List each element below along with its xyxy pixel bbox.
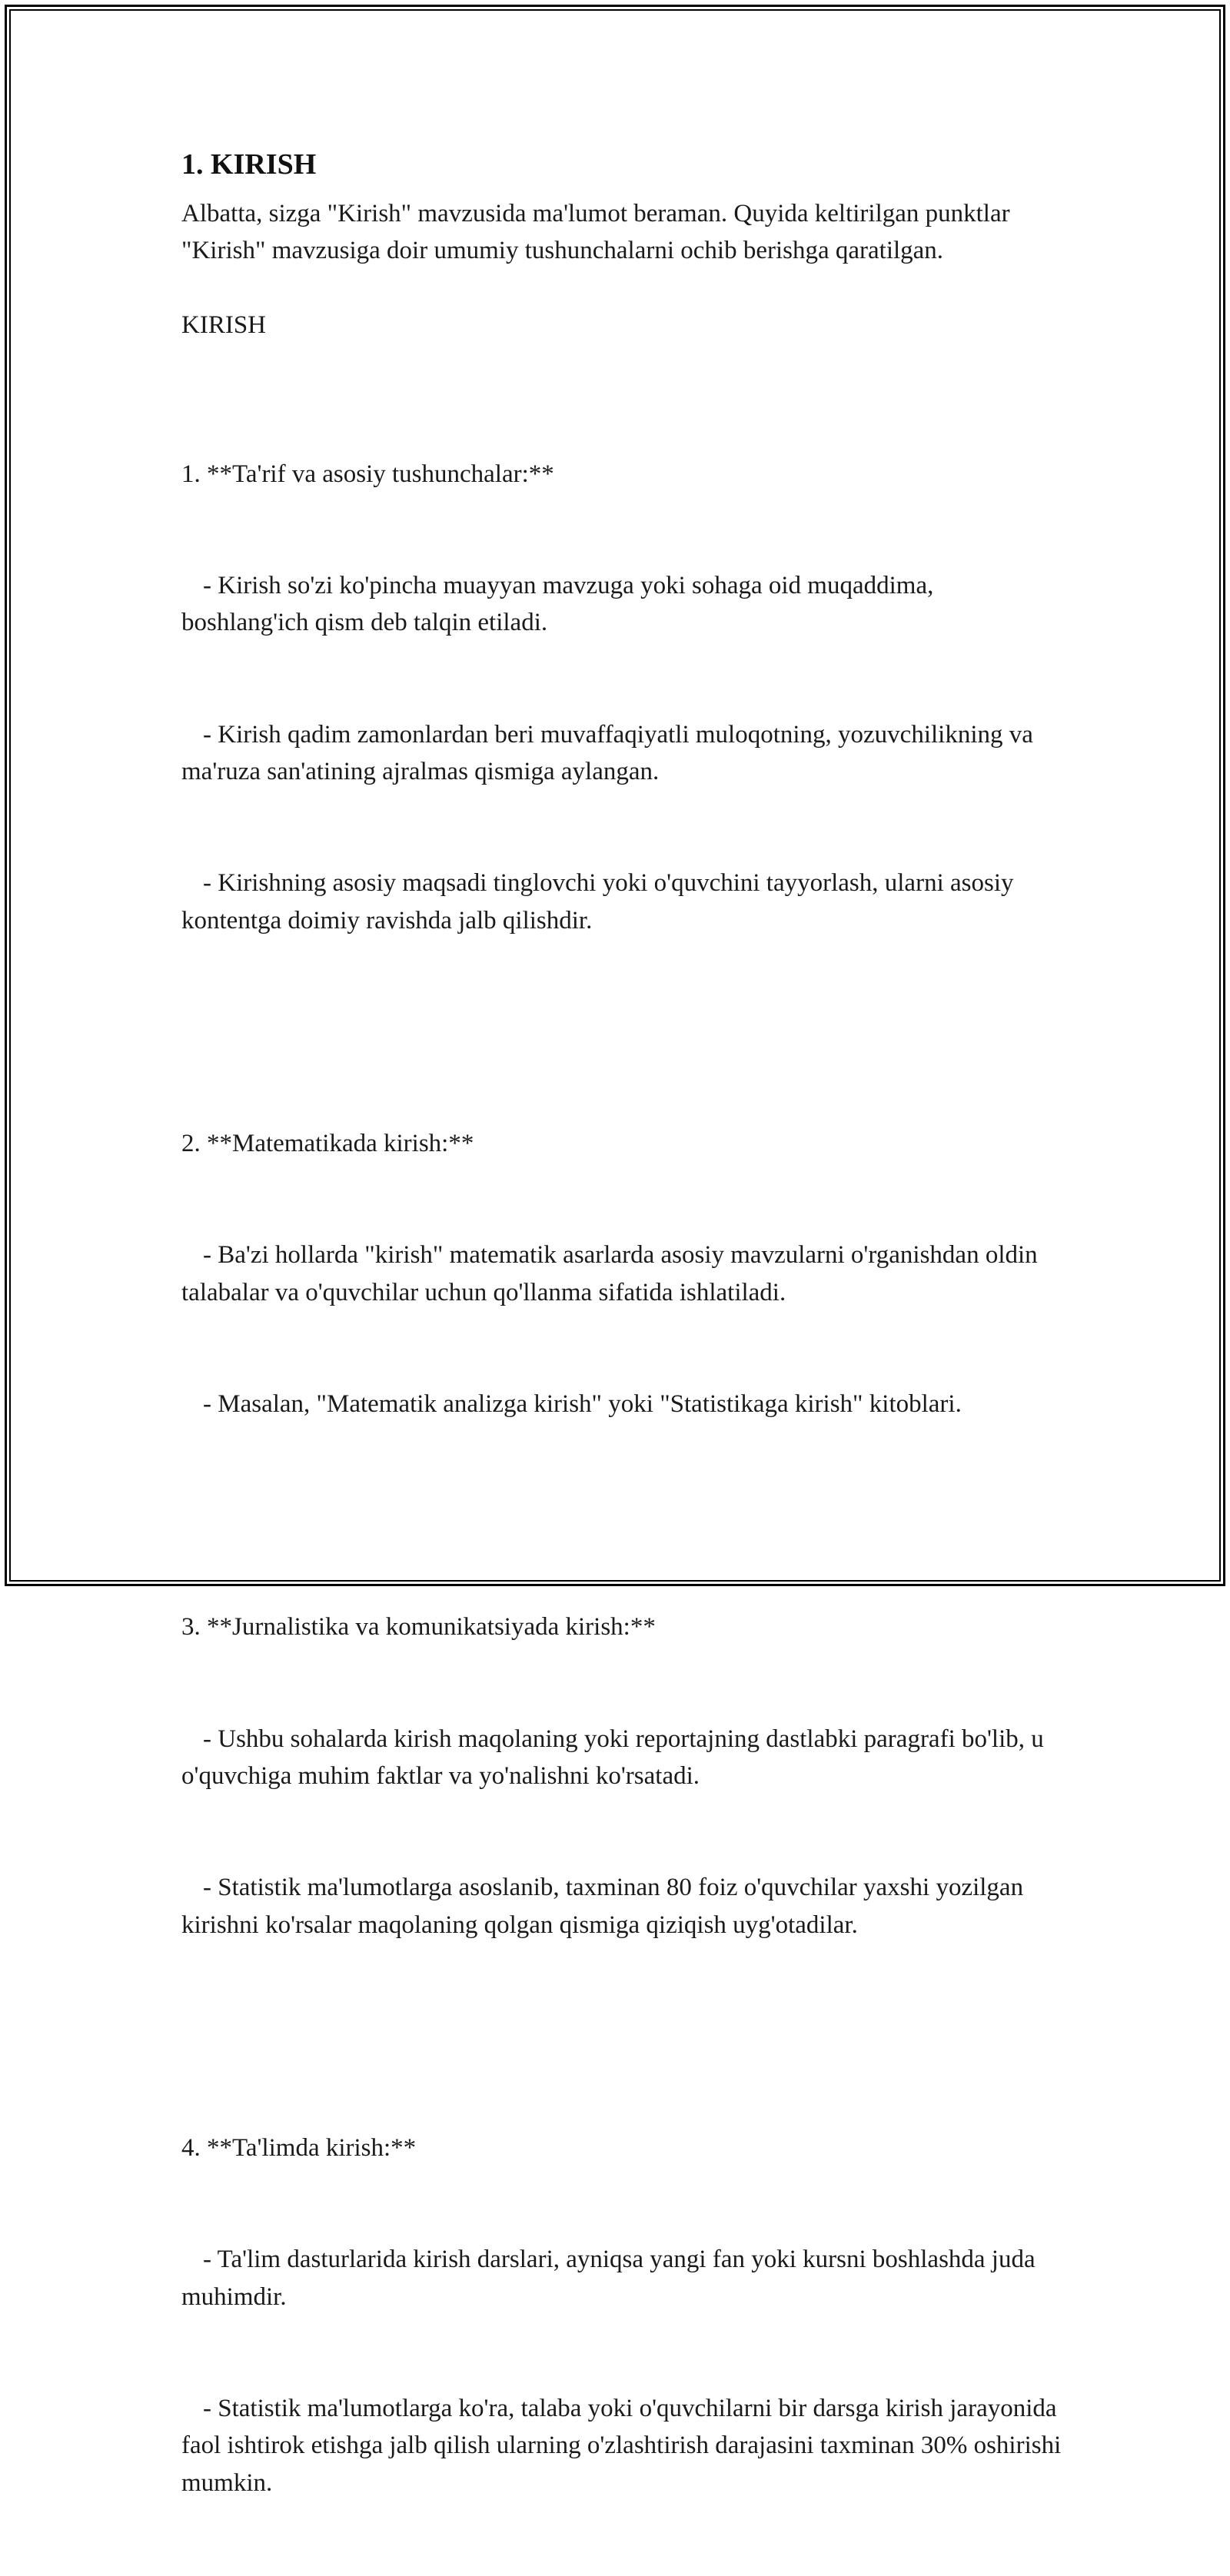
section-2-title: 2. **Matematikada kirish:** — [181, 1130, 474, 1158]
intro-paragraph: Albatta, sizga "Kirish" mavzusida ma'lumot beraman. Quyida keltirilgan punktlar "Kirish" mavzusiga doir umumiy tushunchalarni ochib berishga qaratilgan. — [181, 200, 1016, 265]
section-3-title: 3. **Jurnalistika va komunikatsiyada kirish:** — [181, 1613, 656, 1642]
paragraph-gap — [181, 344, 1065, 381]
paragraph-gap — [181, 2018, 1065, 2055]
section-4-bullet: - Statistik ma'lumotlarga ko'ra, talaba yoki o'quvchilarni bir darsga kirish jarayonida faol ishtirok etishga jalb qilish ularning o'zlashtirish darajasini taxminan 30% oshirishi mumkin. — [181, 2394, 1068, 2497]
paragraph-gap — [181, 270, 1065, 307]
section-1 — [181, 381, 1065, 1014]
section-1-bullet: - Kirish so'zi ko'pincha muayyan mavzuga yoki sohaga oid muqaddima, boshlang'ich qism deb talqin etiladi. — [181, 572, 940, 637]
section-3-bullet: - Statistik ma'lumotlarga asoslanib, taxminan 80 foiz o'quvchilar yaxshi yozilgan kirishni ko'rsalar maqolaning qolgan qismiga qiziqish uyg'otadilar. — [181, 1874, 1030, 1939]
section-1-bullet: - Kirishning asosiy maqsadi tinglovchi yoki o'quvchini tayyorlash, ularni asosiy kontentga doimiy ravishda jalb qilishdir. — [181, 869, 1020, 934]
section-3 — [181, 1535, 1065, 2018]
section-1-title: 1. **Ta'rif va asosiy tushunchalar:** — [181, 460, 554, 488]
section-4-bullet: - Ta'lim dasturlarida kirish darslari, ayniqsa yangi fan yoki kursni boshlashda juda muhimdir. — [181, 2246, 1042, 2311]
section-2 — [181, 1051, 1065, 1497]
document-body — [181, 143, 1068, 2576]
section-1-bullet: - Kirish qadim zamonlardan beri muvaffaqiyatli muloqotning, yozuvchilikning va ma'ruza san'atining ajralmas qismiga aylangan. — [181, 720, 1040, 786]
section-3-bullet: - Ushbu sohalarda kirish maqolaning yoki reportajning dastlabki paragrafi bo'lib, u o'quvchiga muhim faktlar va yo'nalishni ko'rsatadi. — [181, 1725, 1051, 1790]
section-2-bullet: - Masalan, "Matematik analizga kirish" yoki "Statistikaga kirish" kitoblari. — [203, 1389, 962, 1418]
paragraph-gap — [181, 1497, 1065, 1534]
paragraph-gap — [181, 1014, 1065, 1051]
section-2-bullet: - Ba'zi hollarda "kirish" matematik asarlarda asosiy mavzularni o'rganishdan oldin talabalar va o'quvchilar uchun qo'llanma sifatida ishlatiladi. — [181, 1241, 1044, 1306]
section-heading: 1. KIRISH — [181, 148, 317, 181]
subheading: KIRISH — [181, 311, 267, 340]
section-4 — [181, 2055, 1068, 2576]
section-4-title: 4. **Ta'limda kirish:** — [181, 2134, 417, 2163]
